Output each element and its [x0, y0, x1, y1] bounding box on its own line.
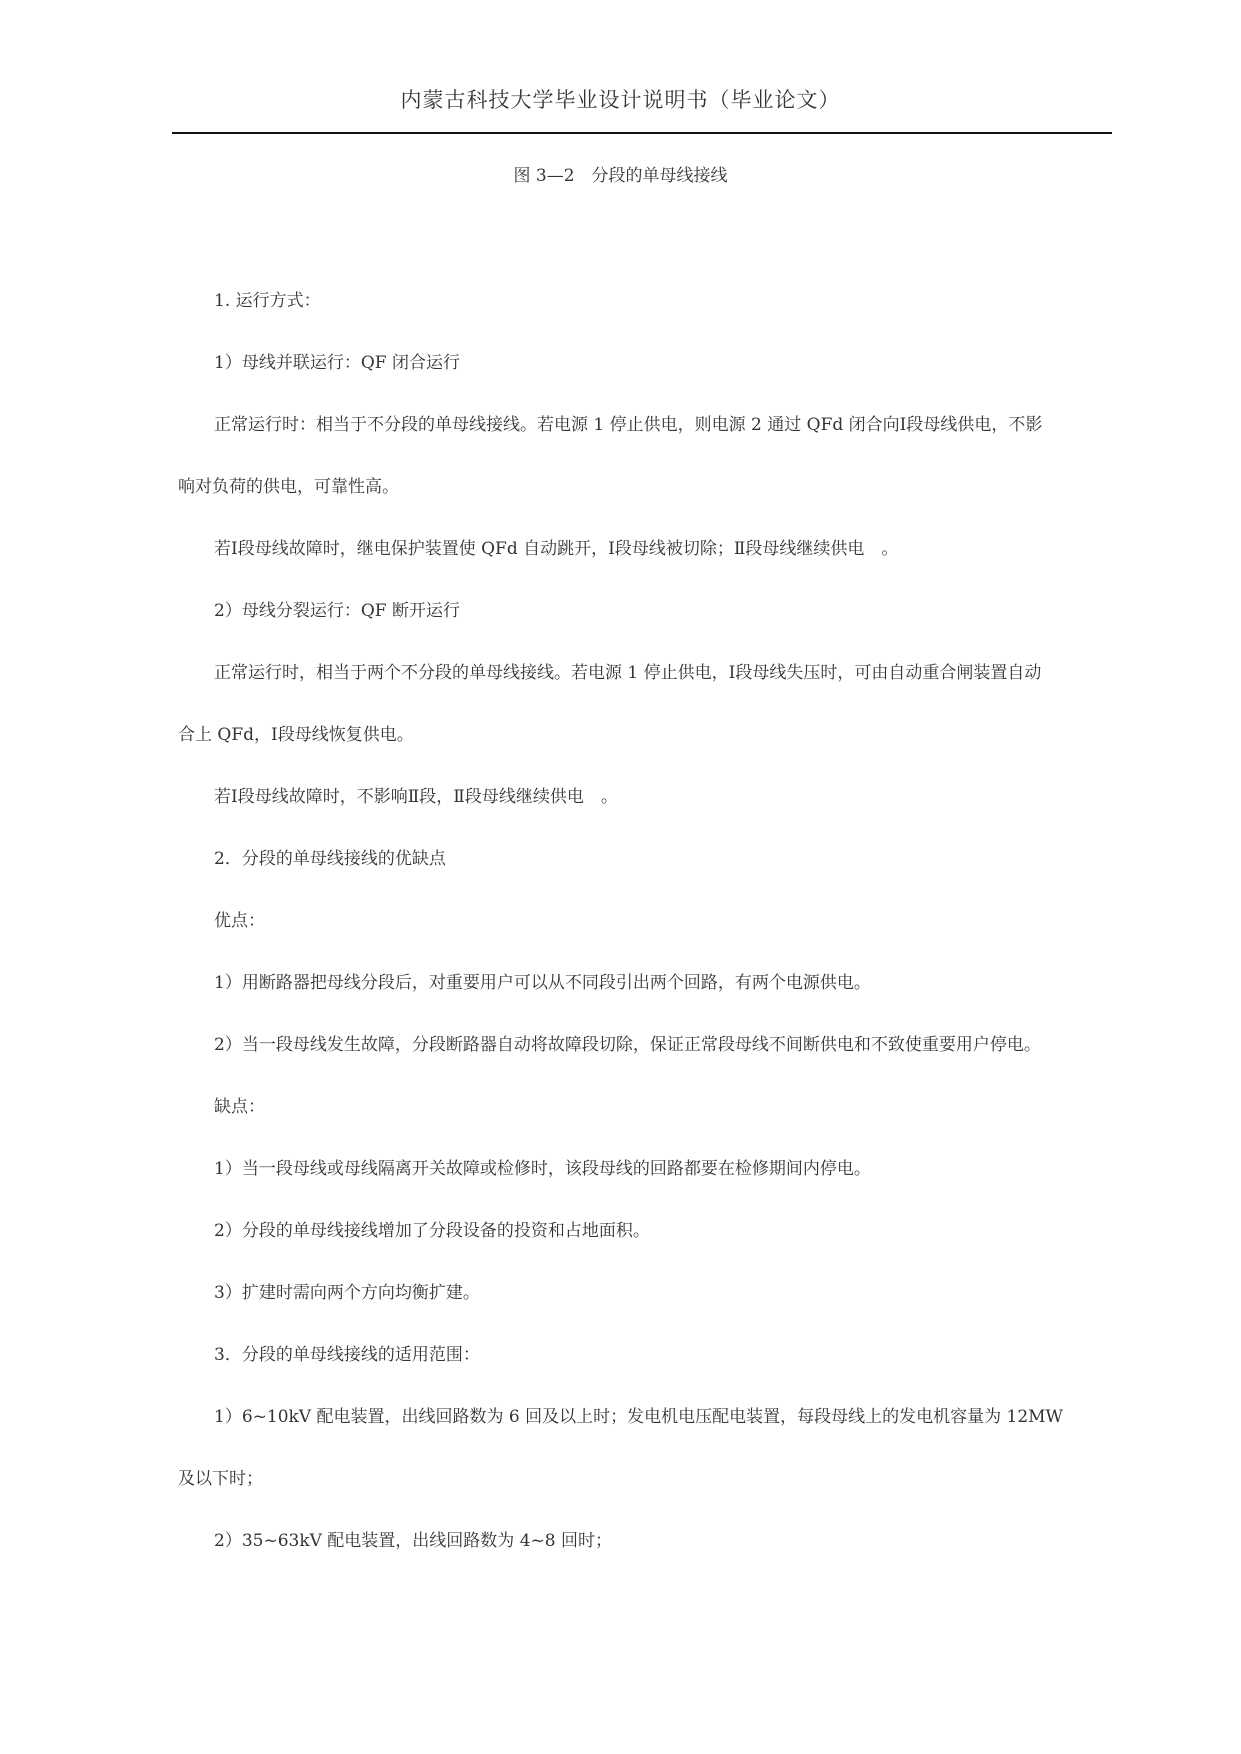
paragraph-line: 2）当一段母线发生故障，分段断路器自动将故障段切除，保证正常段母线不间断供电和不致使重要用户停电。	[214, 1035, 1041, 1055]
paragraph-line: 1）6~10kV 配电装置，出线回路数为 6 回及以上时；发电机电压配电装置，每段母线上的发电机容量为 12MW	[214, 1407, 1064, 1427]
paragraph-line: 1）母线并联运行：QF 闭合运行	[214, 353, 460, 373]
paragraph-line: 1）用断路器把母线分段后，对重要用户可以从不同段引出两个回路，有两个电源供电。	[214, 973, 871, 993]
paragraph-line: 若Ⅰ段母线故障时，不影响Ⅱ段，Ⅱ段母线继续供电 。	[214, 787, 618, 807]
paragraph-line: 缺点：	[214, 1097, 265, 1117]
paragraph-line: 若Ⅰ段母线故障时，继电保护装置使 QFd 自动跳开，Ⅰ段母线被切除；Ⅱ段母线继续供电 。	[214, 539, 899, 559]
header-divider	[172, 132, 1112, 134]
paragraph-line: 正常运行时，相当于两个不分段的单母线接线。若电源 1 停止供电，Ⅰ段母线失压时，可由自动重合闸装置自动	[214, 663, 1042, 683]
body-text	[178, 286, 1118, 1588]
paragraph-line: 响对负荷的供电，可靠性高。	[178, 477, 399, 497]
paragraph-line: 合上 QFd，Ⅰ段母线恢复供电。	[178, 725, 414, 745]
paragraph-line: 及以下时；	[178, 1469, 263, 1489]
paragraph-line: 2）35~63kV 配电装置，出线回路数为 4~8 回时；	[214, 1531, 612, 1551]
paragraph-line: 1）当一段母线或母线隔离开关故障或检修时，该段母线的回路都要在检修期间内停电。	[214, 1159, 871, 1179]
figure-caption: 图 3—2 分段的单母线接线	[513, 166, 728, 186]
paragraph-line: 1. 运行方式：	[214, 291, 321, 311]
paragraph-line: 2）母线分裂运行：QF 断开运行	[214, 601, 460, 621]
paragraph-line: 2）分段的单母线接线增加了分段设备的投资和占地面积。	[214, 1221, 650, 1241]
page-header-title: 内蒙古科技大学毕业设计说明书（毕业论文）	[400, 88, 841, 112]
paragraph-line: 3）扩建时需向两个方向均衡扩建。	[214, 1283, 480, 1303]
paragraph-line: 2．分段的单母线接线的优缺点	[214, 849, 446, 869]
paragraph-line: 优点：	[214, 911, 265, 931]
paragraph-line: 3．分段的单母线接线的适用范围：	[214, 1345, 480, 1365]
paragraph-line: 正常运行时：相当于不分段的单母线接线。若电源 1 停止供电，则电源 2 通过 QFd 闭合向Ⅰ段母线供电，不影	[214, 415, 1043, 435]
